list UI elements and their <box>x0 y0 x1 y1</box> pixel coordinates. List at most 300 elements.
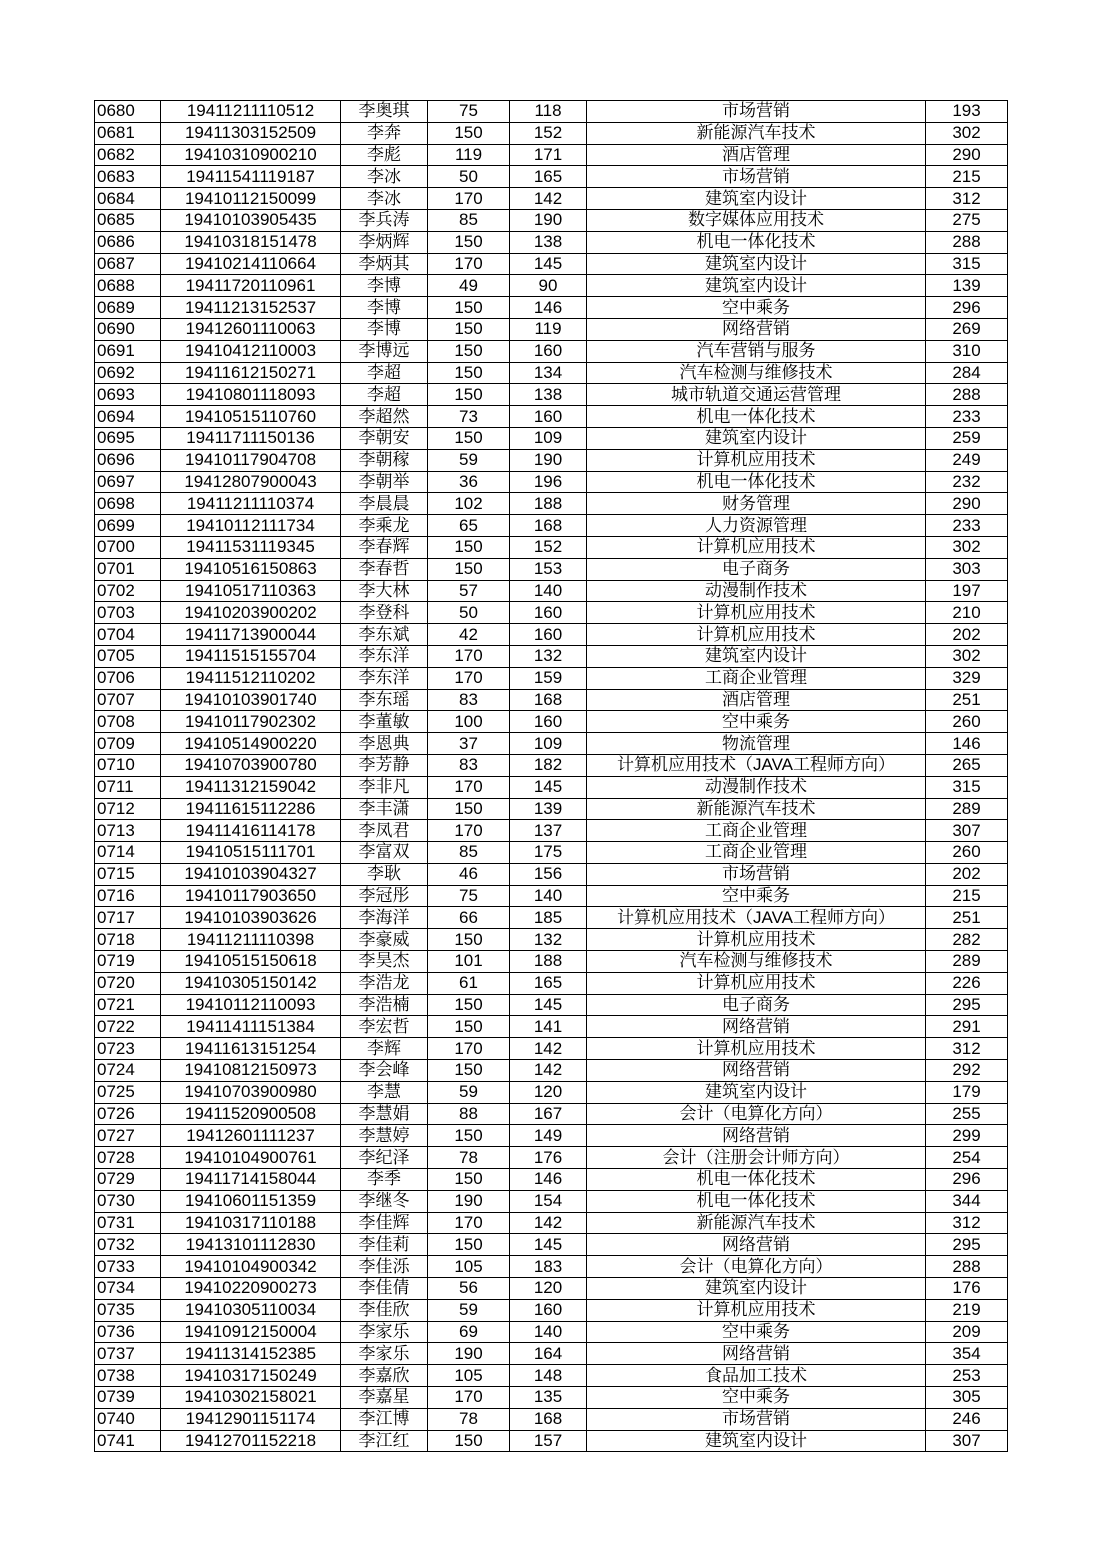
score-sheet <box>94 100 1008 1452</box>
table-row <box>95 667 1008 689</box>
seq-no-cell: 0716 <box>95 885 161 907</box>
total-score-cell: 219 <box>926 1299 1008 1321</box>
table-row <box>95 1343 1008 1365</box>
score-a-cell: 170 <box>428 253 510 275</box>
major-cell: 网络营销 <box>587 1016 926 1038</box>
table-row <box>95 602 1008 624</box>
student-name-cell: 李东洋 <box>341 645 428 667</box>
major-cell: 网络营销 <box>587 1234 926 1256</box>
table-row <box>95 842 1008 864</box>
seq-no-cell: 0730 <box>95 1190 161 1212</box>
score-b-cell: 140 <box>510 580 587 602</box>
table-row <box>95 1212 1008 1234</box>
exam-id-cell: 19412701152218 <box>161 1430 341 1452</box>
student-name-cell: 李博 <box>341 318 428 340</box>
total-score-cell: 290 <box>926 493 1008 515</box>
student-name-cell: 李佳泺 <box>341 1256 428 1278</box>
score-a-cell: 75 <box>428 885 510 907</box>
seq-no-cell: 0726 <box>95 1103 161 1125</box>
student-name-cell: 李炳辉 <box>341 231 428 253</box>
seq-no-cell: 0682 <box>95 144 161 166</box>
major-cell: 建筑室内设计 <box>587 1081 926 1103</box>
seq-no-cell: 0695 <box>95 427 161 449</box>
exam-id-cell: 19410801118093 <box>161 384 341 406</box>
student-name-cell: 李冰 <box>341 166 428 188</box>
seq-no-cell: 0685 <box>95 209 161 231</box>
table-row <box>95 689 1008 711</box>
exam-id-cell: 19411211110512 <box>161 101 341 123</box>
major-cell: 机电一体化技术 <box>587 406 926 428</box>
table-row <box>95 972 1008 994</box>
total-score-cell: 259 <box>926 427 1008 449</box>
score-a-cell: 170 <box>428 1038 510 1060</box>
score-b-cell: 142 <box>510 1038 587 1060</box>
student-name-cell: 李东斌 <box>341 624 428 646</box>
major-cell: 建筑室内设计 <box>587 1430 926 1452</box>
total-score-cell: 312 <box>926 1212 1008 1234</box>
total-score-cell: 295 <box>926 1234 1008 1256</box>
total-score-cell: 296 <box>926 1169 1008 1191</box>
score-b-cell: 168 <box>510 1408 587 1430</box>
score-b-cell: 120 <box>510 1278 587 1300</box>
table-row <box>95 580 1008 602</box>
seq-no-cell: 0693 <box>95 384 161 406</box>
exam-id-cell: 19410317110188 <box>161 1212 341 1234</box>
student-name-cell: 李彪 <box>341 144 428 166</box>
major-cell: 计算机应用技术（JAVA工程师方向） <box>587 907 926 929</box>
student-name-cell: 李海洋 <box>341 907 428 929</box>
table-row <box>95 645 1008 667</box>
table-row <box>95 863 1008 885</box>
seq-no-cell: 0715 <box>95 863 161 885</box>
student-name-cell: 李浩龙 <box>341 972 428 994</box>
total-score-cell: 146 <box>926 733 1008 755</box>
seq-no-cell: 0705 <box>95 645 161 667</box>
total-score-cell: 307 <box>926 1430 1008 1452</box>
exam-id-cell: 19411612150271 <box>161 362 341 384</box>
score-a-cell: 66 <box>428 907 510 929</box>
student-name-cell: 李家乐 <box>341 1321 428 1343</box>
score-a-cell: 150 <box>428 994 510 1016</box>
score-a-cell: 85 <box>428 842 510 864</box>
exam-id-cell: 19410103904327 <box>161 863 341 885</box>
student-name-cell: 李辉 <box>341 1038 428 1060</box>
seq-no-cell: 0712 <box>95 798 161 820</box>
major-cell: 网络营销 <box>587 1125 926 1147</box>
total-score-cell: 288 <box>926 231 1008 253</box>
score-a-cell: 75 <box>428 101 510 123</box>
total-score-cell: 246 <box>926 1408 1008 1430</box>
student-name-cell: 李朝安 <box>341 427 428 449</box>
student-name-cell: 李江红 <box>341 1430 428 1452</box>
seq-no-cell: 0684 <box>95 188 161 210</box>
total-score-cell: 282 <box>926 929 1008 951</box>
table-row <box>95 1038 1008 1060</box>
score-a-cell: 57 <box>428 580 510 602</box>
major-cell: 计算机应用技术 <box>587 449 926 471</box>
score-b-cell: 145 <box>510 1234 587 1256</box>
score-a-cell: 150 <box>428 231 510 253</box>
student-name-cell: 李奔 <box>341 122 428 144</box>
total-score-cell: 303 <box>926 558 1008 580</box>
table-row <box>95 144 1008 166</box>
total-score-cell: 233 <box>926 406 1008 428</box>
exam-id-cell: 19410515111701 <box>161 842 341 864</box>
major-cell: 市场营销 <box>587 863 926 885</box>
table-row <box>95 536 1008 558</box>
table-row <box>95 166 1008 188</box>
score-a-cell: 59 <box>428 449 510 471</box>
student-name-cell: 李春辉 <box>341 536 428 558</box>
major-cell: 财务管理 <box>587 493 926 515</box>
student-name-cell: 李季 <box>341 1169 428 1191</box>
exam-id-cell: 19410601151359 <box>161 1190 341 1212</box>
exam-id-cell: 19411314152385 <box>161 1343 341 1365</box>
exam-id-cell: 19411213152537 <box>161 297 341 319</box>
score-b-cell: 157 <box>510 1430 587 1452</box>
score-a-cell: 150 <box>428 536 510 558</box>
total-score-cell: 315 <box>926 776 1008 798</box>
exam-id-cell: 19412601110063 <box>161 318 341 340</box>
score-a-cell: 150 <box>428 1169 510 1191</box>
table-row <box>95 209 1008 231</box>
exam-id-cell: 19411211110398 <box>161 929 341 951</box>
major-cell: 市场营销 <box>587 1408 926 1430</box>
score-b-cell: 182 <box>510 754 587 776</box>
score-b-cell: 118 <box>510 101 587 123</box>
seq-no-cell: 0711 <box>95 776 161 798</box>
seq-no-cell: 0680 <box>95 101 161 123</box>
exam-id-cell: 19411713900044 <box>161 624 341 646</box>
table-row <box>95 1299 1008 1321</box>
score-b-cell: 175 <box>510 842 587 864</box>
total-score-cell: 307 <box>926 820 1008 842</box>
table-row <box>95 1408 1008 1430</box>
score-b-cell: 148 <box>510 1365 587 1387</box>
major-cell: 空中乘务 <box>587 1387 926 1409</box>
exam-id-cell: 19411615112286 <box>161 798 341 820</box>
exam-id-cell: 19412901151174 <box>161 1408 341 1430</box>
student-name-cell: 李博 <box>341 275 428 297</box>
exam-id-cell: 19410103903626 <box>161 907 341 929</box>
total-score-cell: 176 <box>926 1278 1008 1300</box>
score-b-cell: 142 <box>510 1060 587 1082</box>
student-name-cell: 李超 <box>341 362 428 384</box>
score-a-cell: 170 <box>428 820 510 842</box>
score-a-cell: 83 <box>428 754 510 776</box>
seq-no-cell: 0692 <box>95 362 161 384</box>
student-name-cell: 李春哲 <box>341 558 428 580</box>
table-row <box>95 885 1008 907</box>
student-name-cell: 李豪威 <box>341 929 428 951</box>
table-row <box>95 907 1008 929</box>
student-name-cell: 李大林 <box>341 580 428 602</box>
total-score-cell: 291 <box>926 1016 1008 1038</box>
score-b-cell: 109 <box>510 427 587 449</box>
score-a-cell: 59 <box>428 1081 510 1103</box>
major-cell: 食品加工技术 <box>587 1365 926 1387</box>
table-row <box>95 122 1008 144</box>
major-cell: 城市轨道交通运营管理 <box>587 384 926 406</box>
exam-id-cell: 19410103905435 <box>161 209 341 231</box>
exam-id-cell: 19411531119345 <box>161 536 341 558</box>
exam-id-cell: 19411613151254 <box>161 1038 341 1060</box>
exam-id-cell: 19411512110202 <box>161 667 341 689</box>
seq-no-cell: 0688 <box>95 275 161 297</box>
seq-no-cell: 0741 <box>95 1430 161 1452</box>
exam-id-cell: 19412807900043 <box>161 471 341 493</box>
score-a-cell: 150 <box>428 427 510 449</box>
total-score-cell: 302 <box>926 536 1008 558</box>
table-row <box>95 558 1008 580</box>
major-cell: 计算机应用技术 <box>587 624 926 646</box>
student-name-cell: 李浩楠 <box>341 994 428 1016</box>
total-score-cell: 269 <box>926 318 1008 340</box>
score-b-cell: 138 <box>510 231 587 253</box>
score-b-cell: 160 <box>510 624 587 646</box>
score-b-cell: 160 <box>510 711 587 733</box>
score-a-cell: 59 <box>428 1299 510 1321</box>
table-row <box>95 188 1008 210</box>
student-name-cell: 李宏哲 <box>341 1016 428 1038</box>
student-name-cell: 李东瑶 <box>341 689 428 711</box>
seq-no-cell: 0704 <box>95 624 161 646</box>
major-cell: 酒店管理 <box>587 144 926 166</box>
score-a-cell: 150 <box>428 1125 510 1147</box>
score-a-cell: 101 <box>428 951 510 973</box>
total-score-cell: 284 <box>926 362 1008 384</box>
seq-no-cell: 0733 <box>95 1256 161 1278</box>
total-score-cell: 302 <box>926 122 1008 144</box>
total-score-cell: 226 <box>926 972 1008 994</box>
exam-id-cell: 19410703900780 <box>161 754 341 776</box>
total-score-cell: 260 <box>926 842 1008 864</box>
table-row <box>95 275 1008 297</box>
score-a-cell: 36 <box>428 471 510 493</box>
exam-id-cell: 19410310900210 <box>161 144 341 166</box>
student-name-cell: 李博 <box>341 297 428 319</box>
score-a-cell: 105 <box>428 1365 510 1387</box>
score-a-cell: 78 <box>428 1408 510 1430</box>
score-b-cell: 109 <box>510 733 587 755</box>
table-row <box>95 1278 1008 1300</box>
exam-id-cell: 19411211110374 <box>161 493 341 515</box>
score-table <box>94 100 1008 1452</box>
seq-no-cell: 0734 <box>95 1278 161 1300</box>
table-row <box>95 1234 1008 1256</box>
table-row <box>95 1321 1008 1343</box>
score-b-cell: 142 <box>510 188 587 210</box>
total-score-cell: 249 <box>926 449 1008 471</box>
exam-id-cell: 19410318151478 <box>161 231 341 253</box>
score-b-cell: 134 <box>510 362 587 384</box>
student-name-cell: 李嘉欣 <box>341 1365 428 1387</box>
score-a-cell: 170 <box>428 667 510 689</box>
seq-no-cell: 0731 <box>95 1212 161 1234</box>
exam-id-cell: 19410103901740 <box>161 689 341 711</box>
table-row <box>95 297 1008 319</box>
student-name-cell: 李超 <box>341 384 428 406</box>
student-name-cell: 李冠彤 <box>341 885 428 907</box>
exam-id-cell: 19410305150142 <box>161 972 341 994</box>
seq-no-cell: 0714 <box>95 842 161 864</box>
score-a-cell: 42 <box>428 624 510 646</box>
score-b-cell: 90 <box>510 275 587 297</box>
table-row <box>95 493 1008 515</box>
score-a-cell: 56 <box>428 1278 510 1300</box>
major-cell: 机电一体化技术 <box>587 231 926 253</box>
total-score-cell: 251 <box>926 689 1008 711</box>
score-a-cell: 78 <box>428 1147 510 1169</box>
total-score-cell: 275 <box>926 209 1008 231</box>
student-name-cell: 李恩典 <box>341 733 428 755</box>
exam-id-cell: 19413101112830 <box>161 1234 341 1256</box>
exam-id-cell: 19411411151384 <box>161 1016 341 1038</box>
score-b-cell: 185 <box>510 907 587 929</box>
exam-id-cell: 19410703900980 <box>161 1081 341 1103</box>
exam-id-cell: 19411520900508 <box>161 1103 341 1125</box>
student-name-cell: 李兵涛 <box>341 209 428 231</box>
total-score-cell: 215 <box>926 885 1008 907</box>
total-score-cell: 260 <box>926 711 1008 733</box>
exam-id-cell: 19411312159042 <box>161 776 341 798</box>
seq-no-cell: 0723 <box>95 1038 161 1060</box>
exam-id-cell: 19410112110093 <box>161 994 341 1016</box>
major-cell: 计算机应用技术 <box>587 1038 926 1060</box>
score-b-cell: 176 <box>510 1147 587 1169</box>
table-row <box>95 318 1008 340</box>
exam-id-cell: 19411416114178 <box>161 820 341 842</box>
score-a-cell: 150 <box>428 1234 510 1256</box>
score-b-cell: 188 <box>510 493 587 515</box>
exam-id-cell: 19410812150973 <box>161 1060 341 1082</box>
score-b-cell: 159 <box>510 667 587 689</box>
major-cell: 计算机应用技术 <box>587 536 926 558</box>
total-score-cell: 210 <box>926 602 1008 624</box>
exam-id-cell: 19411541119187 <box>161 166 341 188</box>
exam-id-cell: 19410317150249 <box>161 1365 341 1387</box>
seq-no-cell: 0709 <box>95 733 161 755</box>
table-row <box>95 1256 1008 1278</box>
seq-no-cell: 0732 <box>95 1234 161 1256</box>
score-b-cell: 141 <box>510 1016 587 1038</box>
table-row <box>95 1125 1008 1147</box>
major-cell: 网络营销 <box>587 1343 926 1365</box>
student-name-cell: 李非凡 <box>341 776 428 798</box>
major-cell: 空中乘务 <box>587 711 926 733</box>
score-a-cell: 73 <box>428 406 510 428</box>
exam-id-cell: 19411711150136 <box>161 427 341 449</box>
score-b-cell: 119 <box>510 318 587 340</box>
total-score-cell: 215 <box>926 166 1008 188</box>
seq-no-cell: 0707 <box>95 689 161 711</box>
score-b-cell: 145 <box>510 253 587 275</box>
score-b-cell: 140 <box>510 885 587 907</box>
score-a-cell: 150 <box>428 340 510 362</box>
exam-id-cell: 19410514900220 <box>161 733 341 755</box>
total-score-cell: 344 <box>926 1190 1008 1212</box>
exam-id-cell: 19411720110961 <box>161 275 341 297</box>
table-row <box>95 994 1008 1016</box>
major-cell: 市场营销 <box>587 101 926 123</box>
seq-no-cell: 0740 <box>95 1408 161 1430</box>
major-cell: 计算机应用技术 <box>587 929 926 951</box>
score-a-cell: 85 <box>428 209 510 231</box>
score-b-cell: 168 <box>510 689 587 711</box>
score-a-cell: 88 <box>428 1103 510 1125</box>
exam-id-cell: 19411714158044 <box>161 1169 341 1191</box>
table-row <box>95 471 1008 493</box>
table-row <box>95 1430 1008 1452</box>
seq-no-cell: 0696 <box>95 449 161 471</box>
score-b-cell: 132 <box>510 645 587 667</box>
table-row <box>95 1081 1008 1103</box>
score-b-cell: 145 <box>510 994 587 1016</box>
score-b-cell: 156 <box>510 863 587 885</box>
score-b-cell: 183 <box>510 1256 587 1278</box>
table-row <box>95 362 1008 384</box>
exam-id-cell: 19410515110760 <box>161 406 341 428</box>
student-name-cell: 李凤君 <box>341 820 428 842</box>
total-score-cell: 202 <box>926 624 1008 646</box>
exam-id-cell: 19410214110664 <box>161 253 341 275</box>
score-b-cell: 146 <box>510 297 587 319</box>
seq-no-cell: 0703 <box>95 602 161 624</box>
seq-no-cell: 0698 <box>95 493 161 515</box>
student-name-cell: 李佳辉 <box>341 1212 428 1234</box>
score-a-cell: 69 <box>428 1321 510 1343</box>
seq-no-cell: 0689 <box>95 297 161 319</box>
seq-no-cell: 0710 <box>95 754 161 776</box>
student-name-cell: 李佳莉 <box>341 1234 428 1256</box>
score-a-cell: 150 <box>428 297 510 319</box>
score-a-cell: 150 <box>428 1060 510 1082</box>
student-name-cell: 李朝举 <box>341 471 428 493</box>
major-cell: 机电一体化技术 <box>587 471 926 493</box>
major-cell: 电子商务 <box>587 994 926 1016</box>
score-b-cell: 138 <box>510 384 587 406</box>
exam-id-cell: 19410912150004 <box>161 1321 341 1343</box>
score-b-cell: 137 <box>510 820 587 842</box>
score-a-cell: 150 <box>428 558 510 580</box>
exam-id-cell: 19410516150863 <box>161 558 341 580</box>
major-cell: 汽车检测与维修技术 <box>587 951 926 973</box>
score-a-cell: 150 <box>428 929 510 951</box>
student-name-cell: 李耿 <box>341 863 428 885</box>
seq-no-cell: 0727 <box>95 1125 161 1147</box>
major-cell: 工商企业管理 <box>587 820 926 842</box>
major-cell: 计算机应用技术 <box>587 602 926 624</box>
seq-no-cell: 0691 <box>95 340 161 362</box>
table-row <box>95 733 1008 755</box>
total-score-cell: 312 <box>926 188 1008 210</box>
total-score-cell: 292 <box>926 1060 1008 1082</box>
score-b-cell: 160 <box>510 406 587 428</box>
score-b-cell: 146 <box>510 1169 587 1191</box>
student-name-cell: 李嘉星 <box>341 1387 428 1409</box>
student-name-cell: 李乘龙 <box>341 515 428 537</box>
table-row <box>95 515 1008 537</box>
student-name-cell: 李佳倩 <box>341 1278 428 1300</box>
major-cell: 汽车营销与服务 <box>587 340 926 362</box>
exam-id-cell: 19410220900273 <box>161 1278 341 1300</box>
major-cell: 会计（电算化方向） <box>587 1103 926 1125</box>
major-cell: 人力资源管理 <box>587 515 926 537</box>
seq-no-cell: 0724 <box>95 1060 161 1082</box>
seq-no-cell: 0737 <box>95 1343 161 1365</box>
seq-no-cell: 0708 <box>95 711 161 733</box>
total-score-cell: 265 <box>926 754 1008 776</box>
